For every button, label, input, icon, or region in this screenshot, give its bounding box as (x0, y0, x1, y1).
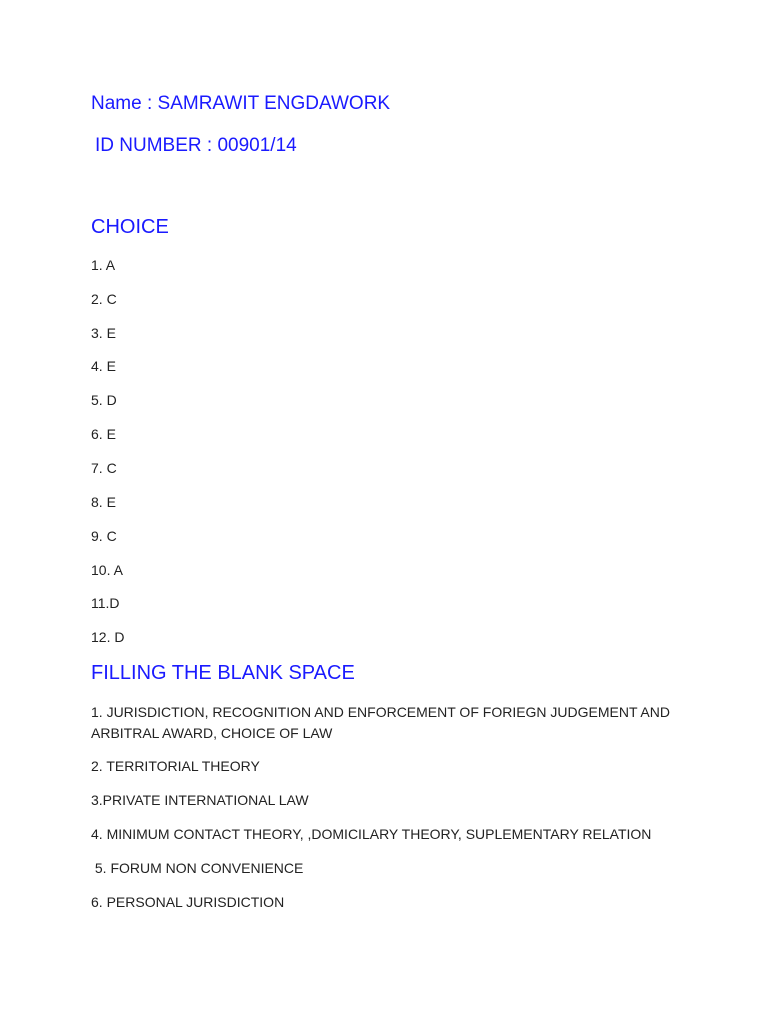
choice-answer: 11.D (91, 595, 120, 611)
fill-answer: 3.PRIVATE INTERNATIONAL LAW (91, 792, 309, 808)
fill-answer: 5. FORUM NON CONVENIENCE (91, 860, 304, 876)
fill-answer: 4. MINIMUM CONTACT THEORY, ,DOMICILARY THEORY, SUPLEMENTARY RELATION (91, 826, 652, 842)
choice-answer: 1. A (91, 257, 116, 273)
choice-answer: 5. D (91, 392, 117, 408)
choice-answer: 2. C (91, 291, 117, 307)
student-id: ID NUMBER : 00901/14 (95, 135, 297, 156)
choice-answer: 9. C (91, 528, 117, 544)
fill-answer: 1. JURISDICTION, RECOGNITION AND ENFORCEMENT OF FORIEGN JUDGEMENT AND ARBITRAL AWARD, CHOICE OF LAW (91, 704, 670, 741)
choice-answer: 12. D (91, 629, 125, 645)
choice-answer: 10. A (91, 562, 123, 578)
student-name: Name : SAMRAWIT ENGDAWORK (91, 93, 391, 114)
fill-blank-heading: FILLING THE BLANK SPACE (91, 662, 355, 684)
choice-heading: CHOICE (91, 216, 169, 238)
choice-answer: 7. C (91, 460, 117, 476)
fill-answer: 2. TERRITORIAL THEORY (91, 758, 260, 774)
choice-answer: 8. E (91, 494, 116, 510)
choice-answer: 6. E (91, 426, 116, 442)
choice-answer: 3. E (91, 325, 116, 341)
fill-answer: 6. PERSONAL JURISDICTION (91, 894, 285, 910)
choice-answer: 4. E (91, 358, 116, 374)
